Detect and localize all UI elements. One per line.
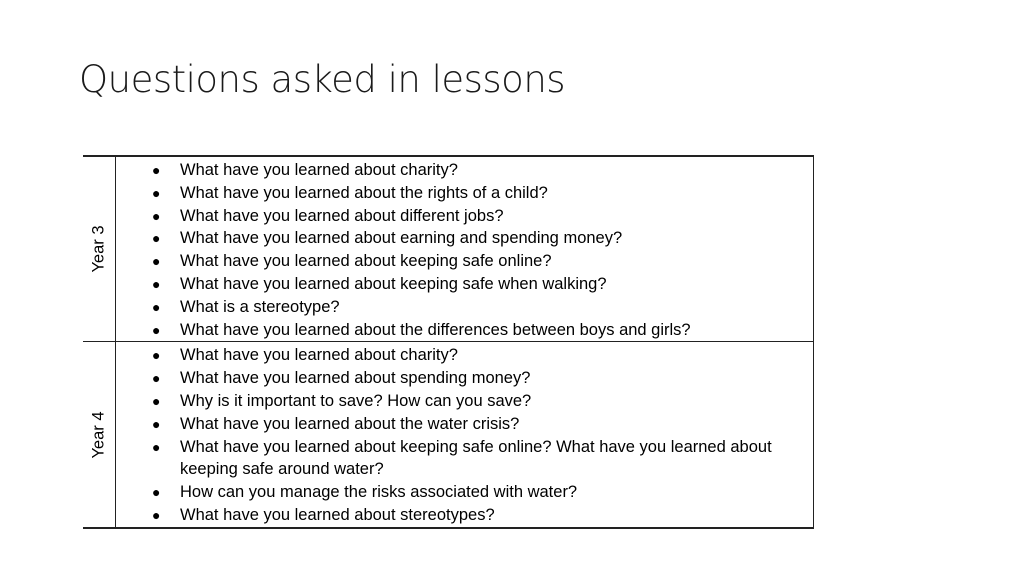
list-item (116, 319, 813, 342)
question-text: What have you learned about the rights of a child? (180, 183, 548, 202)
question-text: What have you learned about keeping safe online? What have you learned about keeping safe around water? (180, 437, 772, 479)
year-4-question-list (116, 342, 813, 526)
year-4-questions (116, 342, 814, 528)
year-3-question-list (116, 157, 813, 341)
bullet-icon: ● (152, 347, 161, 364)
list-item (116, 390, 813, 413)
bullet-icon: ● (152, 298, 161, 315)
question-text: What have you learned about stereotypes? (180, 505, 495, 524)
year-3-cell (83, 156, 116, 342)
bullet-icon: ● (152, 253, 161, 270)
list-item (116, 296, 813, 319)
list-item (116, 344, 813, 367)
list-item (116, 436, 813, 482)
bullet-icon: ● (152, 230, 161, 247)
question-text: How can you manage the risks associated with water? (180, 483, 578, 502)
bullet-icon: ● (152, 484, 161, 501)
list-item (116, 159, 813, 182)
question-text: What have you learned about charity? (180, 161, 458, 179)
question-text: What have you learned about the differences between boys and girls? (180, 320, 691, 339)
question-text: What is a stereotype? (180, 297, 340, 316)
question-text: What have you learned about keeping safe when walking? (180, 274, 607, 293)
bullet-icon: ● (152, 207, 161, 224)
questions-table (83, 155, 814, 529)
year-4-row (83, 342, 814, 528)
list-item (116, 481, 813, 504)
question-text: Why is it important to save? How can you save? (180, 391, 532, 410)
bullet-icon: ● (152, 415, 161, 432)
year-3-row (83, 156, 814, 342)
question-text: What have you learned about keeping safe online? (180, 252, 552, 271)
list-item (116, 273, 813, 296)
question-text: What have you learned about earning and spending money? (180, 229, 623, 248)
year-3-label: Year 3 (89, 225, 108, 273)
year-3-questions (116, 156, 814, 342)
bullet-icon: ● (152, 184, 161, 201)
bullet-icon: ● (152, 162, 161, 178)
bullet-icon: ● (152, 506, 161, 523)
question-text: What have you learned about spending money? (180, 369, 531, 388)
slide-title: Questions asked in lessons (79, 58, 566, 101)
bullet-icon: ● (152, 321, 161, 338)
question-text: What have you learned about different jobs? (180, 206, 504, 225)
bullet-icon: ● (152, 370, 161, 387)
list-item (116, 367, 813, 390)
bullet-icon: ● (152, 275, 161, 292)
list-item (116, 227, 813, 250)
year-4-label: Year 4 (89, 411, 108, 459)
bullet-icon: ● (152, 392, 161, 409)
year-4-cell (83, 342, 116, 528)
list-item (116, 182, 813, 205)
question-text: What have you learned about charity? (180, 346, 458, 365)
list-item (116, 205, 813, 228)
list-item (116, 504, 813, 527)
list-item (116, 413, 813, 436)
list-item (116, 250, 813, 273)
question-text: What have you learned about the water crisis? (180, 414, 520, 433)
bullet-icon: ● (152, 438, 161, 455)
